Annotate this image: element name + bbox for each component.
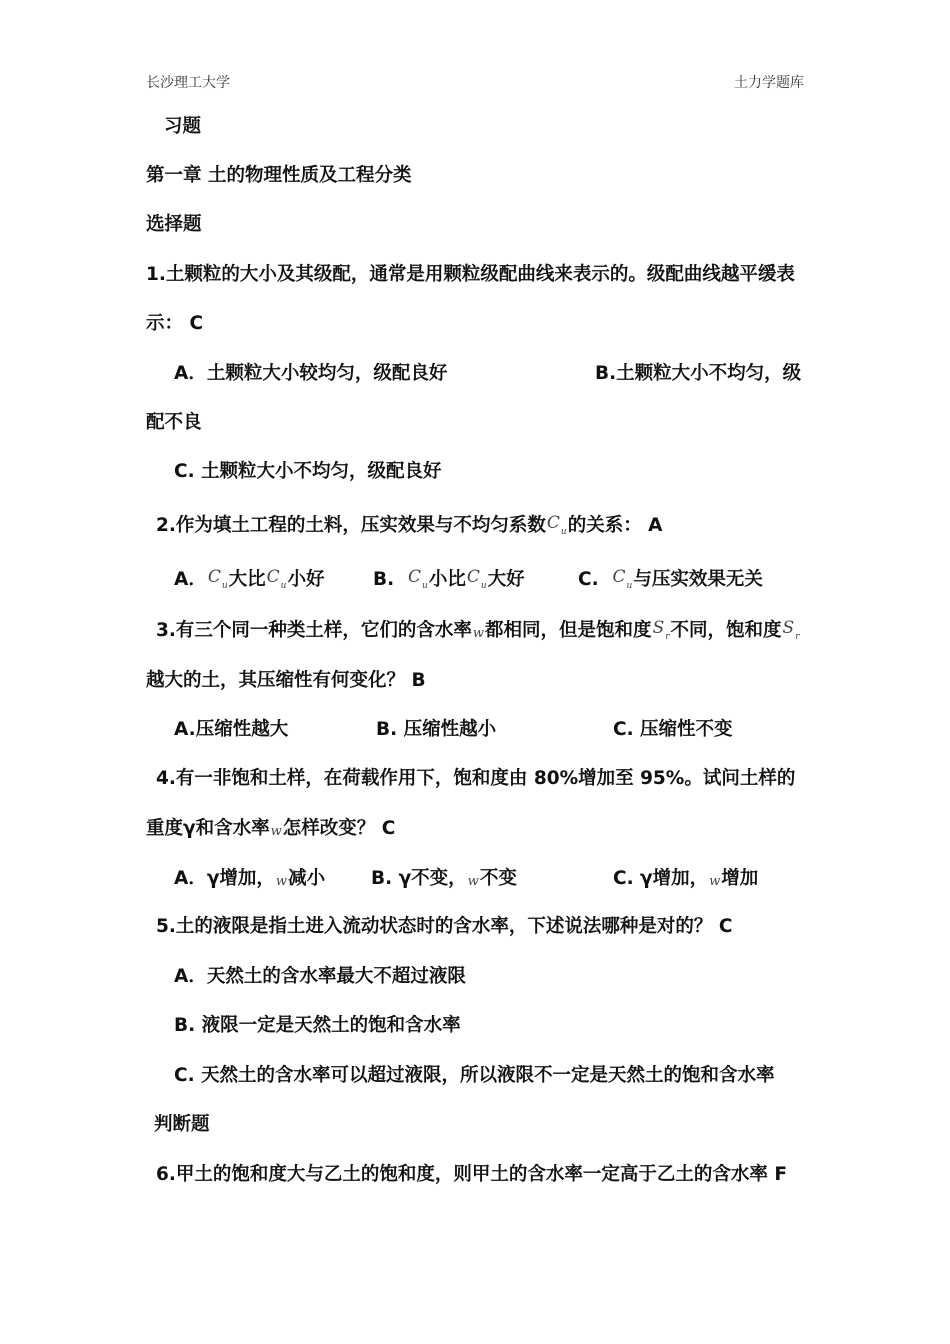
- q2-option-b: B. $C_u$小比$C_u$大好: [373, 567, 525, 591]
- w-symbol: w: [270, 824, 282, 839]
- w-symbol: w: [472, 626, 485, 641]
- w-symbol: w: [275, 874, 288, 889]
- q4-option-b: B. γ不变，w不变: [371, 868, 517, 889]
- page-header-left: 长沙理工大学: [146, 75, 230, 91]
- q5-option-c: C. 天然土的含水率可以超过液限，所以液限不一定是天然土的饱和含水率: [174, 1065, 775, 1086]
- q3-option-b: B. 压缩性越小: [376, 719, 497, 740]
- exercise-title: 习题: [164, 116, 202, 137]
- q4-option-c: C. γ增加，w增加: [613, 868, 759, 889]
- cu-symbol: $C_u$: [466, 567, 487, 591]
- q3-option-a: A.压缩性越大: [174, 719, 289, 740]
- q2-line1: [156, 513, 663, 537]
- page-header-right: 土力学题库: [734, 75, 804, 91]
- q1-line1: 1.土颗粒的大小及其级配，通常是用颗粒级配曲线来表示的。级配曲线越平缓表: [146, 264, 795, 285]
- q1-option-c: C. 土颗粒大小不均匀，级配良好: [174, 461, 442, 482]
- cu-symbol: $C_u$: [546, 513, 567, 537]
- sr-symbol: $S_r$: [782, 618, 800, 642]
- section-judge-heading: 判断题: [154, 1114, 210, 1135]
- q5-option-a: A．天然土的含水率最大不超过液限: [174, 966, 466, 987]
- q2-option-a: A．$C_u$大比$C_u$小好: [174, 567, 325, 591]
- q3-line2: 越大的土，其压缩性有何变化？ B: [146, 670, 426, 691]
- w-symbol: w: [709, 874, 721, 889]
- q5-line1: 5.土的液限是指土进入流动状态时的含水率，下述说法哪种是对的？ C: [156, 916, 733, 937]
- q1-option-b: B.土颗粒大小不均匀，级: [595, 363, 802, 384]
- section-choice-heading: 选择题: [146, 214, 202, 235]
- q4-line2: 重度γ和含水率w怎样改变？ C: [146, 818, 396, 839]
- q3-line1: 3.有三个同一种类土样，它们的含水率w都相同，但是饱和度$S_r$不同，饱和度$S_r$: [156, 618, 800, 642]
- q4-option-a: A．γ增加，w减小: [174, 868, 326, 889]
- q3-option-c: C. 压缩性不变: [613, 719, 733, 740]
- chapter-heading: 第一章 土的物理性质及工程分类: [146, 165, 412, 186]
- q2-text-pre: 2.作为填土工程的土料，压实效果与不均匀系数: [156, 515, 546, 536]
- w-symbol: w: [467, 874, 479, 889]
- sr-symbol: $S_r$: [652, 618, 670, 642]
- q2-option-c: C. $C_u$与压实效果无关: [578, 567, 763, 591]
- q2-text-post: 的关系： A: [567, 515, 663, 536]
- q1-option-a: A．土颗粒大小较均匀，级配良好: [174, 363, 448, 384]
- cu-symbol: $C_u$: [207, 567, 228, 591]
- q1-option-b-cont: 配不良: [146, 412, 202, 433]
- cu-symbol: $C_u$: [612, 567, 633, 591]
- q6-line: 6.甲土的饱和度大与乙土的饱和度，则甲土的含水率一定高于乙土的含水率 F: [156, 1164, 787, 1185]
- q1-line2: 示： C: [146, 313, 204, 334]
- q5-option-b: B. 液限一定是天然土的饱和含水率: [174, 1015, 461, 1036]
- q4-line1: 4.有一非饱和土样，在荷载作用下，饱和度由 80%增加至 95%。试问土样的: [156, 768, 796, 789]
- cu-symbol: $C_u$: [266, 567, 287, 591]
- cu-symbol: $C_u$: [408, 567, 428, 591]
